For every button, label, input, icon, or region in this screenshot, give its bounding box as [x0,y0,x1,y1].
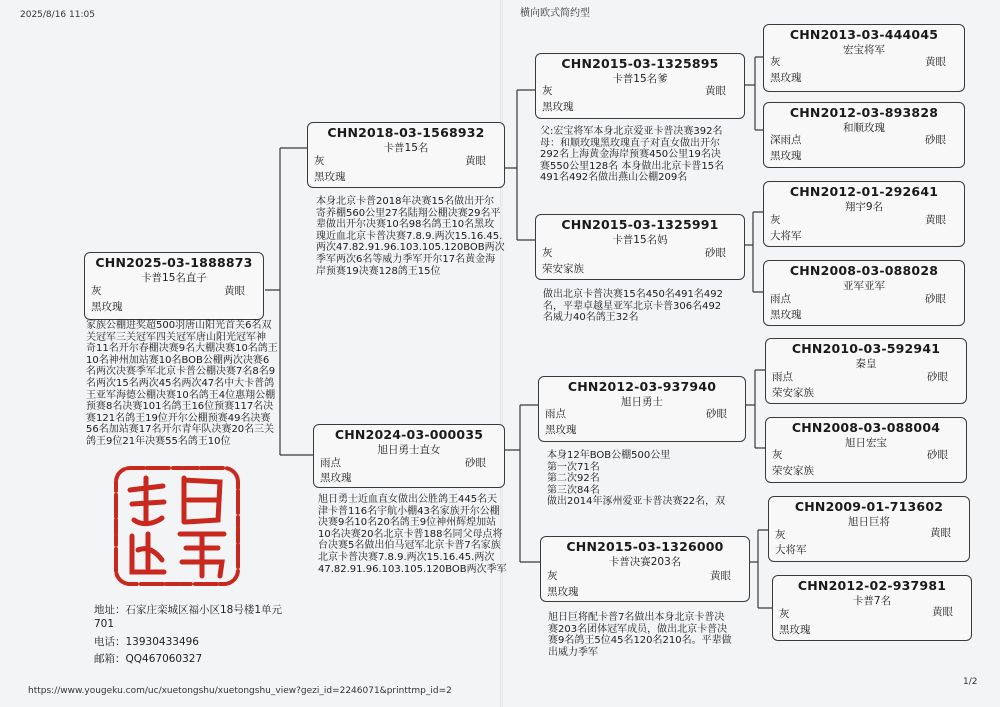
bloodline: 黑玫瑰 [320,472,352,484]
ring-number: CHN2008-03-088028 [789,263,939,278]
bloodline: 黑玫瑰 [547,586,579,598]
feather-color: 灰 [770,214,781,226]
eye-type: 砂眼 [927,449,948,461]
dam-remarks: 旭日勇士近血直女做出公胜鸽王445名天 津卡普116名宇航小棚43名家族开尔公棚 决赛9名10名20名鸽王9位神州辉煌加站 10名决赛20名北京卡普188名同父母点将 台决赛5名做出伯马冠军北京卡普7名家族 北京卡普决赛7.8.9.两次15.16.45.两次 47.82.91.96.103.105.120BOB两次季军 [318,494,507,575]
ring-number: CHN2015-03-1326000 [566,539,724,554]
bloodline: 黑玫瑰 [545,424,577,436]
bloodline: 黑玫瑰 [770,309,802,321]
feather-color: 雨点 [770,293,791,305]
dam-dam-remarks: 旭日巨将配卡普7名做出本身北京卡普决 赛203名团体冠军成员，做出北京卡普决 赛9名鸽王5位45名120名210名。平辈做 出威力季军 [548,612,732,658]
bird-name: 翔宇9名 [844,201,884,213]
eye-type: 黄眼 [224,285,245,297]
bloodline: 黑玫瑰 [314,171,346,183]
page-number: 1/2 [963,677,978,687]
bird-name: 卡普7名 [852,595,892,607]
dam-card[interactable] [313,424,505,488]
sire-sire-card[interactable] [535,53,745,119]
ring-number: CHN2012-02-937981 [797,578,947,593]
bloodline: 黑玫瑰 [542,101,574,113]
subject-card[interactable] [84,252,264,320]
ring-number: CHN2013-03-444045 [789,27,939,42]
bird-name: 旭日勇士 [621,396,663,408]
bloodline: 黑玫瑰 [779,624,811,636]
contact-address-unit: 701 [94,618,115,630]
eye-type: 黄眼 [465,155,486,167]
sire-sire-remarks: 父:宏宝将军本身北京爱亚卡普决赛392名 母：和顺玫瑰黑玫瑰直子对直女做出开尔 292名上海黄金海岸预赛450公里19名决 赛550公里128名 本身做出北京卡普15名 491名492名做出燕山公棚209名 [540,126,725,184]
eye-type: 黄眼 [925,56,946,68]
feather-color: 灰 [542,247,553,259]
ring-number: CHN2015-03-1325991 [561,217,719,232]
sire-card[interactable] [307,122,505,188]
bird-name: 卡普15名爹 [612,73,668,85]
feather-color: 灰 [779,608,790,620]
great-grandparent-card[interactable] [763,260,965,326]
great-grandparent-card[interactable] [768,496,970,562]
print-timestamp: 2025/8/16 11:05 [20,10,95,20]
bird-name: 卡普15名妈 [612,234,668,246]
bloodline: 大将军 [770,230,802,242]
ring-number: CHN2012-03-937940 [567,379,717,394]
dam-sire-remarks: 本身12年BOB公棚500公里 第一次71名 第二次92名 第三次84名 做出2014年涿州爱亚卡普决赛22名，双 [547,450,726,508]
contact-email: 邮箱：QQ467060327 [94,653,203,665]
dam-dam-card[interactable] [540,536,750,602]
eye-type: 砂眼 [706,408,727,420]
eye-type: 砂眼 [465,457,486,469]
bird-name: 秦皇 [855,358,877,370]
sire-remarks: 本身北京卡普2018年决赛15名做出开尔 寄养棚560公里27名陆翔公棚决赛29名平 辈做出开尔决赛10名98名鸽王10名黑玫 瑰近血北京卡普决赛7.8.9.两次15.16.45. 两次47.82.91.96.103.105.120BOB两次 季军两次6名等威力季军开尔17名黄金海 岸预赛19决赛128鸽王15位 [316,196,505,277]
ring-number: CHN2010-03-592941 [791,341,941,356]
bird-name: 和顺玫瑰 [843,122,885,134]
bloodline: 荣安家族 [542,263,584,275]
bird-name: 卡普15名 [383,142,429,154]
bird-name: 旭日巨将 [848,516,890,528]
contact-address: 地址：石家庄栾城区福小区18号楼1单元 [94,604,283,616]
sire-dam-remarks: 做出北京卡普决赛15名450名491名492 名，平辈卓越星亚军北京卡普306名492 名威力40名鸽王32名 [543,289,723,324]
source-url: https://www.yougeku.com/uc/xuetongshu/xuetongshu_view?gezi_id=2246071&printtmp_id=2 [28,686,452,696]
bloodline: 黑玫瑰 [91,301,123,313]
feather-color: 灰 [770,56,781,68]
bird-name: 旭日勇士直女 [377,444,441,456]
bloodline: 大将军 [775,544,807,556]
bird-name: 卡普15名直子 [141,272,207,284]
dam-sire-card[interactable] [538,376,746,442]
ring-number: CHN2009-01-713602 [794,499,944,514]
ring-number: CHN2025-03-1888873 [95,255,253,270]
feather-color: 灰 [91,285,102,297]
ring-number: CHN2008-03-088004 [791,420,941,435]
contact-phone: 电话：13930433496 [94,636,199,648]
great-grandparent-card[interactable] [772,575,972,641]
sire-dam-card[interactable] [535,214,745,280]
feather-color: 灰 [772,449,783,461]
eye-type: 黄眼 [925,214,946,226]
great-grandparent-card[interactable] [763,181,965,247]
subject-remarks: 家族公棚进奖超500羽唐山阳光首关6名双 关冠军三关冠军四关冠军唐山阳光冠军神 奇11名开尔春棚决赛9名大棚决赛10名鸽王 10名神州加站赛10名BOB公棚两次决赛6 名两次决赛季军北京卡普公棚决赛7名8名9 名两次15名两次45名两次47名中大卡普鸽 王亚军海德公棚决赛10名鸽王4位惠翔公棚 预赛8名决赛101名鸽王16位预赛117名决 赛121名鸽王19位开尔公棚预赛49名决赛 56名加站赛17名开尔青年队决赛20名三关 鸽王9位21年决赛55名鸽王10位 [86,320,278,447]
template-title: 横向欧式简约型 [520,8,590,19]
bird-name: 卡普决赛203名 [608,556,682,568]
feather-color: 雨点 [545,408,566,420]
bloodline: 荣安家族 [772,465,814,477]
eye-type: 黄眼 [932,606,953,618]
bird-name: 旭日宏宝 [845,437,887,449]
bird-name: 亚军亚军 [843,280,885,292]
feather-color: 灰 [542,85,553,97]
eye-type: 黄眼 [705,85,726,97]
bloodline: 黑玫瑰 [770,72,802,84]
eye-type: 砂眼 [927,371,948,383]
ring-number: CHN2018-03-1568932 [327,125,485,140]
eye-type: 砂眼 [925,293,946,305]
ring-number: CHN2015-03-1325895 [561,56,719,71]
ring-number: CHN2012-01-292641 [789,184,939,199]
feather-color: 灰 [314,155,325,167]
feather-color: 雨点 [772,371,793,383]
red-seal-stamp [108,460,246,592]
eye-type: 砂眼 [925,134,946,146]
great-grandparent-card[interactable] [763,102,965,168]
feather-color: 灰 [775,529,786,541]
great-grandparent-card[interactable] [765,338,967,404]
feather-color: 雨点 [320,457,341,469]
eye-type: 黄眼 [710,570,731,582]
feather-color: 深雨点 [770,134,802,146]
great-grandparent-card[interactable] [763,24,965,92]
bloodline: 黑玫瑰 [770,150,802,162]
great-grandparent-card[interactable] [765,417,967,483]
feather-color: 灰 [547,570,558,582]
ring-number: CHN2024-03-000035 [334,427,484,442]
bloodline: 荣安家族 [772,387,814,399]
bird-name: 宏宝将军 [843,44,885,56]
eye-type: 黄眼 [930,527,951,539]
ring-number: CHN2012-03-893828 [789,105,939,120]
eye-type: 砂眼 [705,247,726,259]
